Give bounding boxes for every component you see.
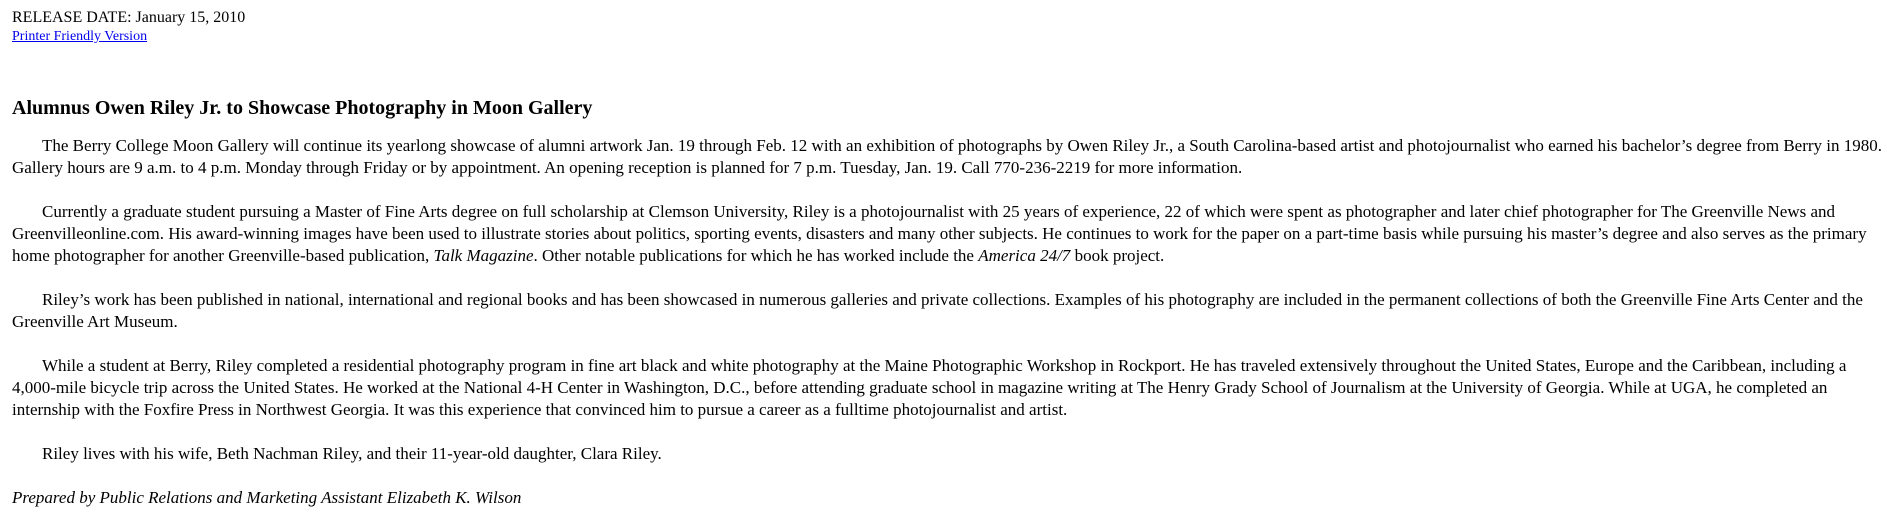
paragraph-2-text-c: book project. <box>1070 246 1165 265</box>
paragraph-1: The Berry College Moon Gallery will continue its yearlong showcase of alumni artwork Jan. 19 through Feb. 12 with an exhibition of photographs by Owen Riley Jr., a South Carolina-based artist and photojournalist who earned his bachelor’s degree from Berry in 1980. Gallery hours are 9 a.m. to 4 p.m. Monday through Friday or by appointment. An opening reception is planned for 7 p.m. Tuesday, Jan. 19. Call 770-236-2219 for more information. <box>12 136 1883 177</box>
america-247-title: America 24/7 <box>978 246 1071 265</box>
release-date: RELEASE DATE: January 15, 2010 <box>12 9 246 26</box>
printer-friendly-link[interactable]: Printer Friendly Version <box>12 29 148 44</box>
author-credit: Prepared by Public Relations and Marketing Assistant Elizabeth K. Wilson <box>12 488 522 507</box>
paragraph-4: While a student at Berry, Riley completed a residential photography program in fine art black and white photography at the Maine Photographic Workshop in Rockport. He has traveled extensively throughout the United States, Europe and the Caribbean, including a 4,000-mile bicycle trip across the United States. He worked at the National 4-H Center in Washington, D.C., before attending graduate school in magazine writing at The Henry Grady School of Journalism at the University of Georgia. While at UGA, he completed an internship with the Foxfire Press in Northwest Georgia. It was this experience that convinced him to pursue a career as a fulltime photojournalist and artist. <box>12 356 1847 419</box>
article-title: Alumnus Owen Riley Jr. to Showcase Photography in Moon Gallery <box>12 97 593 119</box>
paragraph-2-text-a: Currently a graduate student pursuing a Master of Fine Arts degree on full scholarship at Clemson University, Riley is a photojournalist with 25 years of experience, 22 of which were spent as photographer and later chief photographer for The Greenville News and Greenvilleonline.com. His award-winning images have been used to illustrate stories about politics, sporting events, disasters and many other subjects. He continues to work for the paper on a part-time basis while pursuing his master’s degree and also serves as the primary home photographer for another Greenville-based publication, <box>12 202 1867 265</box>
paragraph-5: Riley lives with his wife, Beth Nachman Riley, and their 11-year-old daughter, Clara Riley. <box>42 444 662 463</box>
paragraph-2 <box>12 201 1894 267</box>
talk-magazine-title: Talk Magazine <box>433 246 534 265</box>
paragraph-3: Riley’s work has been published in national, international and regional books and has been showcased in numerous galleries and private collections. Examples of his photography are included in the permanent collections of both the Greenville Fine Arts Center and the Greenville Art Museum. <box>12 290 1863 331</box>
paragraph-2-text-b: . Other notable publications for which he has worked include the <box>533 246 979 265</box>
